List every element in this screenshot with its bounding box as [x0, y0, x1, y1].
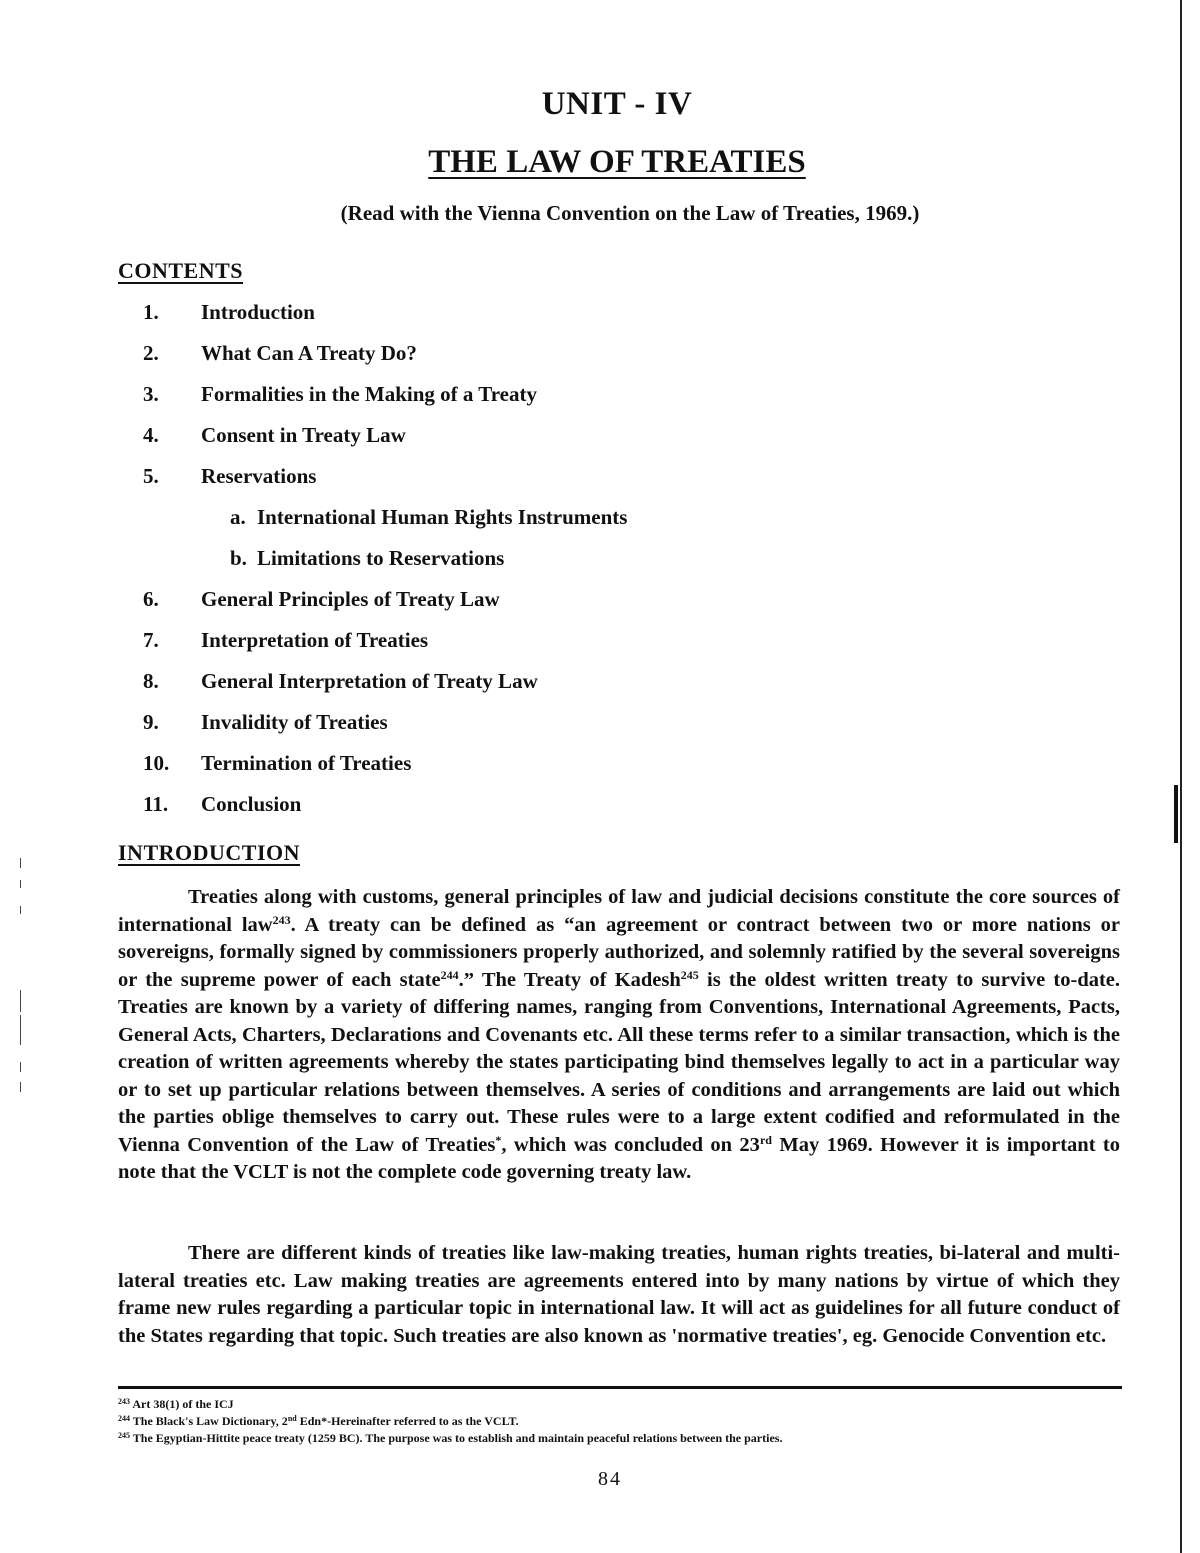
toc-number: 11.	[143, 792, 169, 816]
toc-label: Limitations to Reservations	[257, 546, 505, 570]
para-text: .” The Treaty of Kadesh	[458, 968, 681, 991]
scan-margin-dash	[20, 1062, 21, 1072]
footnote-text: Art 38(1) of the ICJ	[132, 1397, 234, 1411]
scan-margin-dash	[20, 990, 21, 1012]
footnote-number: 245	[118, 1431, 130, 1440]
toc-label: Invalidity of Treaties	[201, 710, 388, 734]
para-text: is the oldest written treaty to survive to-date. Treaties are known by a variety of differing names, ranging from Conventions, International Agreements, Pacts, General Acts, Charters, Declarations and Covenants etc. All these terms refer to a similar transaction, which is the creation of written agreements whereby the states participating bind themselves legally to act in a particular way or to set up particular relations between themselves. A series of conditions and arrangements are laid out which the parties oblige themselves to carry out. These rules were to a large extent codified and reformulated in the Vienna Convention of the Law of Treaties	[118, 968, 1121, 1156]
toc-label: Conclusion	[201, 792, 302, 816]
toc-number: 9.	[143, 710, 159, 734]
toc-label: Introduction	[201, 300, 315, 324]
contents-heading: CONTENTS	[118, 258, 244, 283]
introduction-paragraph-2	[118, 1240, 1120, 1350]
asterisk-mark: *	[495, 1132, 502, 1147]
para-text: , which was concluded on 23	[501, 1133, 760, 1156]
toc-number: 4.	[143, 423, 159, 447]
toc-number: 1.	[143, 300, 159, 324]
para-text: . A treaty can be defined as “an agreement or contract between two or more nations or sovereigns, formally signed by commissioners properly authorized, and solemnly ratified by the several sovereigns or the supreme power of each state	[118, 913, 1120, 991]
scan-margin-dash	[20, 858, 21, 868]
toc-number: 8.	[143, 669, 159, 693]
toc-label: General Interpretation of Treaty Law	[201, 669, 538, 693]
footnote-ref: 244	[440, 967, 459, 982]
toc-label: Termination of Treaties	[201, 751, 412, 775]
footnote-ref: 245	[680, 967, 699, 982]
toc-number: 6.	[143, 587, 159, 611]
footnote-ref: 243	[272, 912, 291, 927]
footnote-text: The Black's Law Dictionary, 2	[132, 1414, 288, 1428]
page-title-text: THE LAW OF TREATIES	[428, 144, 806, 180]
toc-number: 10.	[143, 751, 170, 775]
scan-margin-dash	[20, 1015, 21, 1045]
toc-label: Consent in Treaty Law	[201, 423, 406, 447]
scan-edge-line	[1180, 0, 1182, 1553]
toc-label: Formalities in the Making of a Treaty	[201, 382, 537, 406]
page-number: 84	[598, 1468, 622, 1490]
toc-label: Interpretation of Treaties	[201, 628, 429, 652]
introduction-paragraph-1	[118, 884, 1120, 1187]
scan-margin-dash	[20, 906, 21, 914]
footnote-text: The Egyptian-Hittite peace treaty (1259 BC). The purpose was to establish and maintain peaceful relations between the parties.	[132, 1431, 783, 1445]
ordinal-suffix: nd	[287, 1414, 297, 1423]
footnote-divider	[118, 1386, 1122, 1389]
footnote	[118, 1430, 1122, 1447]
page-title	[0, 144, 1200, 181]
toc-number: 2.	[143, 341, 159, 365]
toc-label: General Principles of Treaty Law	[201, 587, 500, 611]
unit-heading: UNIT - IV	[541, 86, 693, 122]
footnote	[118, 1396, 1122, 1413]
para-text: There are different kinds of treaties like law-making treaties, human rights treaties, bi-lateral and multi-lateral treaties etc. Law making treaties are agreements entered into by many nations by virtue of which they frame new rules regarding a particular topic in international law. It will act as guidelines for all future conduct of the States regarding that topic. Such treaties are also known as 'normative treaties', eg. Genocide Convention etc.	[118, 1242, 1120, 1347]
footnotes	[118, 1396, 1122, 1447]
introduction-heading: INTRODUCTION	[118, 840, 301, 865]
toc-number: a.	[230, 505, 246, 529]
footnote-number: 244	[118, 1414, 130, 1423]
ordinal-suffix: rd	[759, 1132, 772, 1147]
footnote-number: 243	[118, 1397, 130, 1406]
scan-margin-dash	[20, 1082, 21, 1092]
toc-number: 7.	[143, 628, 159, 652]
para-text: May 1969. However it is important to note that the VCLT is not the complete code governing treaty law.	[118, 1133, 1121, 1183]
page-subtitle: (Read with the Vienna Convention on the Law of Treaties, 1969.)	[340, 201, 920, 225]
toc-label: International Human Rights Instruments	[257, 505, 628, 529]
scan-margin-dash	[20, 880, 21, 888]
toc-number: b.	[230, 546, 247, 570]
para-text: Treaties along with customs, general principles of law and judicial decisions constitute the core sources of international law	[118, 886, 1120, 936]
toc-number: 3.	[143, 382, 159, 406]
footnote	[118, 1413, 1122, 1430]
toc-label: Reservations	[201, 464, 317, 488]
toc-number: 5.	[143, 464, 159, 488]
toc-label: What Can A Treaty Do?	[201, 341, 417, 365]
footnote-text: Edn*-Hereinafter referred to as the VCLT.	[296, 1414, 519, 1428]
scan-edge-mark	[1174, 785, 1178, 843]
